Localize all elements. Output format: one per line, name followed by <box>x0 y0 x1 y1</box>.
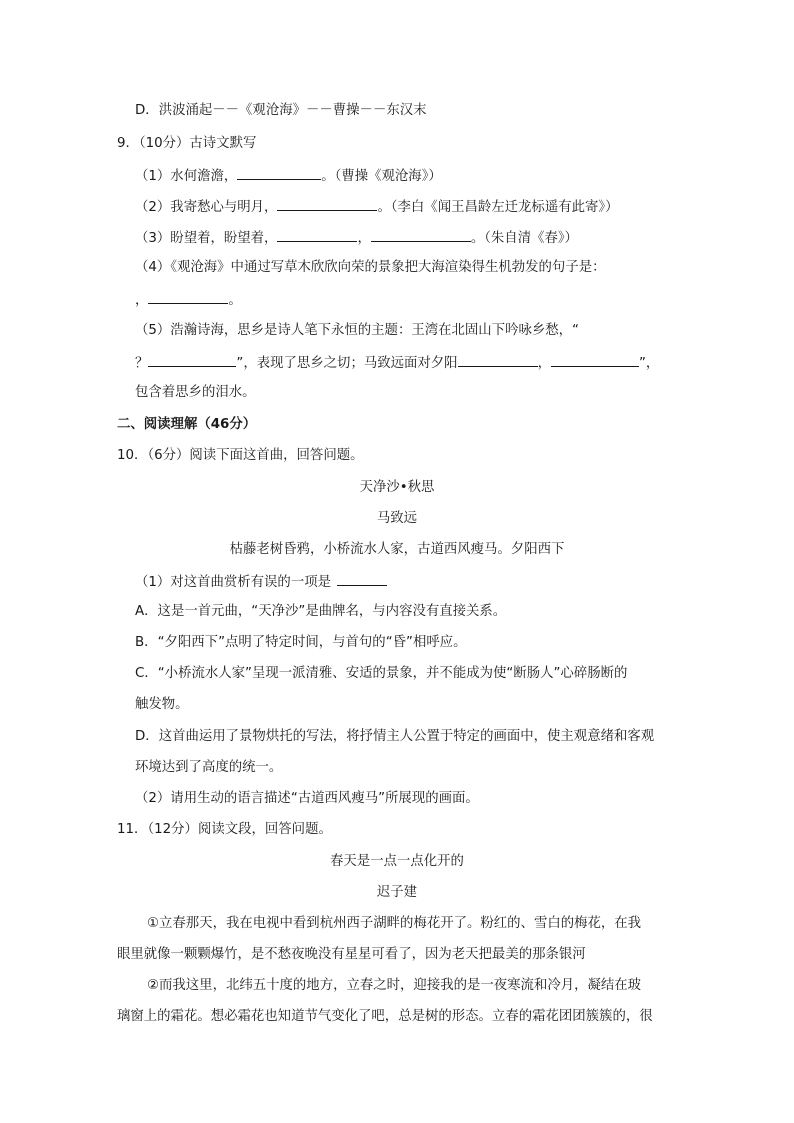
answer-blank[interactable] <box>337 571 387 586</box>
q9-item-5-cont <box>135 352 659 374</box>
poem-title: 天净沙•秋思 <box>359 480 435 495</box>
q9-3-text-b: 。（朱自清《春》） <box>470 231 578 246</box>
essay-author: 迟子建 <box>376 885 418 900</box>
q10-1-text: （1）对这首曲赏析有误的一项是 <box>135 575 331 590</box>
q9-2-text-b: 。（李白《闻王昌龄左迁龙标遥有此寄》） <box>377 200 619 215</box>
paragraph-2: ②而我这里，北纬五十度的地方，立春之时，迎接我的是一夜寒流和冷月，凝结在玻 <box>147 978 642 993</box>
q11-title: 11．（12分）阅读文段，回答问题。 <box>117 822 332 837</box>
paragraph-1-cont: 眼里就像一颗颗爆竹，是不愁夜晚没有星星可看了，因为老天把最美的那条银河 <box>117 947 586 962</box>
q9-2-text-a: （2）我寄愁心与明月， <box>135 200 278 215</box>
section-2-heading: 二、阅读理解（46分） <box>117 417 257 432</box>
q9-5-cont-d: ”， <box>638 356 660 371</box>
q9-5-cont-a: ？ <box>135 356 149 371</box>
q10-option-d: D．这首曲运用了景物烘托的写法，将抒情主人公置于特定的画面中，使主观意绪和客观 <box>135 729 655 744</box>
essay-title: 春天是一点一点化开的 <box>330 854 464 869</box>
answer-blank[interactable] <box>551 352 639 367</box>
q10-title: 10．（6分）阅读下面这首曲，回答问题。 <box>117 448 364 463</box>
q9-3-text-a: （3）盼望着，盼望着， <box>135 231 278 246</box>
poem-author: 马致远 <box>376 511 418 526</box>
q9-4-cont-a: ， <box>135 293 149 308</box>
answer-blank[interactable] <box>237 165 321 180</box>
q9-item-5-end: 包含着思乡的泪水。 <box>135 385 256 400</box>
q10-option-a: A．这是一首元曲，“天净沙”是曲牌名，与内容没有直接关系。 <box>135 604 507 619</box>
q10-item-2: （2）请用生动的语言描述“古道西风瘦马”所展现的画面。 <box>135 791 479 806</box>
q9-item-2 <box>135 196 618 218</box>
answer-blank[interactable] <box>458 352 538 367</box>
q9-1-text-b: 。（曹操《观沧海》） <box>321 169 442 184</box>
answer-blank[interactable] <box>148 289 228 304</box>
answer-blank[interactable] <box>371 227 471 242</box>
q9-1-text-a: （1）水何澹澹， <box>135 169 238 184</box>
q9-title: 9．（10分）古诗文默写 <box>117 136 257 151</box>
q8-option-d: D．洪波涌起－－《观沧海》－－曹操－－东汉末 <box>135 103 427 118</box>
q10-option-b: B．“夕阳西下”点明了特定时间，与首句的“昏”相呼应。 <box>135 635 467 650</box>
q9-3-sep: ， <box>357 231 371 246</box>
q10-option-d-cont: 环境达到了高度的统一。 <box>135 760 283 775</box>
answer-blank[interactable] <box>277 196 377 211</box>
q9-5-cont-b: ”，表现了思乡之切；马致远面对夕阳 <box>236 356 458 371</box>
poem-text: 枯藤老树昏鸦，小桥流水人家，古道西风瘦马。夕阳西下 <box>229 542 565 557</box>
q9-item-4: （4）《观沧海》中通过写草木欣欣向荣的景象把大海渲染得生机勃发的句子是： <box>135 260 606 275</box>
q9-item-4-cont <box>135 289 242 311</box>
q9-5-cont-c: ， <box>537 356 551 371</box>
q10-option-c-cont: 触发物。 <box>135 697 189 712</box>
answer-blank[interactable] <box>277 227 357 242</box>
q9-item-3 <box>135 227 578 249</box>
q10-option-c: C．“小桥流水人家”呈现一派清雅、安适的景象，并不能成为使“断肠人”心碎肠断的 <box>135 666 628 681</box>
q9-item-5: （5）浩瀚诗海，思乡是诗人笔下永恒的主题：王湾在北固山下吟咏乡愁，“ <box>135 323 579 338</box>
paragraph-2-cont: 璃窗上的霜花。想必霜花也知道节气变化了吧，总是树的形态。立春的霜花团团簇簇的，很 <box>117 1009 653 1024</box>
q9-4-cont-b: 。 <box>228 293 242 308</box>
q9-item-1 <box>135 165 442 187</box>
paragraph-1: ①立春那天，我在电视中看到杭州西子湖畔的梅花开了。粉红的、雪白的梅花，在我 <box>147 916 642 931</box>
answer-blank[interactable] <box>148 352 236 367</box>
q10-item-1 <box>135 571 387 593</box>
